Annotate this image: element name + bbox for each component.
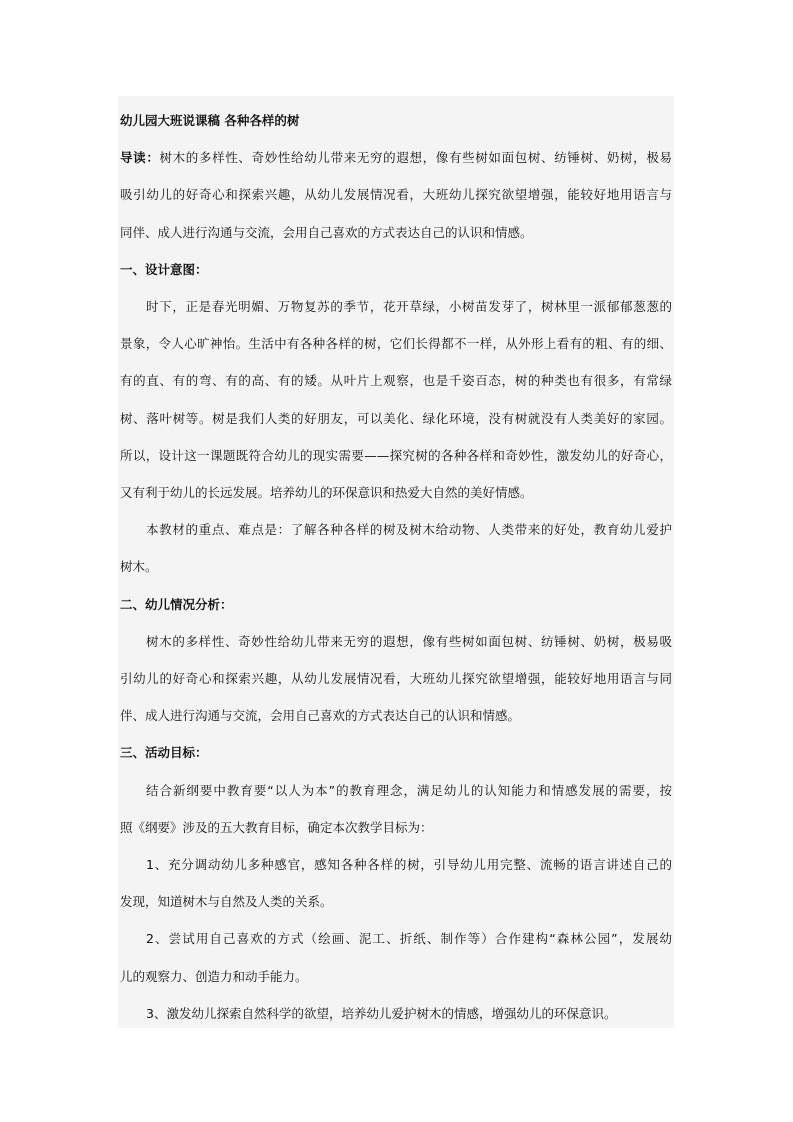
paragraph-line: 景象，令人心旷神怡。生活中有各种各样的树，它们长得都不一样，从外形上看有的粗、有的细、 <box>120 336 672 352</box>
paragraph-line: 时下，正是春光明媚、万物复苏的季节，花开草绿，小树苗发芽了，树林里一派郁郁葱葱的 <box>146 299 672 315</box>
paragraph-line: 有的直、有的弯、有的高、有的矮。从叶片上观察，也是千姿百态，树的种类也有很多，有常绿 <box>120 373 672 389</box>
paragraph-line: 又有利于幼儿的长远发展。培养幼儿的环保意识和热爱大自然的美好情感。 <box>120 485 533 501</box>
paragraph-line: 引幼儿的好奇心和探索兴趣，从幼儿发展情况看，大班幼儿探究欲望增强，能较好地用语言与同 <box>120 671 672 687</box>
goal-item-line: 2、尝试用自己喜欢的方式（绘画、泥工、折纸、制作等）合作建构“森林公园”，发展幼 <box>146 931 672 947</box>
paragraph-line: 照《纲要》涉及的五大教育目标，确定本次教学目标为： <box>120 819 433 835</box>
section-heading-design-intent: 一、设计意图： <box>120 261 208 277</box>
intro-line: 同伴、成人进行沟通与交流，会用自己喜欢的方式表达自己的认识和情感。 <box>120 224 533 240</box>
paragraph-line: 结合新纲要中教育要“以人为本”的教育理念，满足幼儿的认知能力和情感发展的需要，按 <box>146 782 672 798</box>
paragraph-line: 树木的多样性、奇妙性给幼儿带来无穷的遐想，像有些树如面包树、纺锤树、奶树，极易吸 <box>146 633 672 649</box>
document-body <box>118 96 674 1028</box>
intro-text: 树木的多样性、奇妙性给幼儿带来无穷的遐想，像有些树如面包树、纺锤树、奶树，极易 <box>159 150 672 166</box>
goal-item-line: 儿的观察力、创造力和动手能力。 <box>120 968 308 984</box>
paragraph-line: 所以，设计这一课题既符合幼儿的现实需要——探究树的各种各样和奇妙性，激发幼儿的好奇心， <box>120 447 672 463</box>
intro-label: 导读： <box>120 150 160 166</box>
document-title: 幼儿园大班说课稿 各种各样的树 <box>120 113 300 128</box>
intro-line: 吸引幼儿的好奇心和探索兴趣，从幼儿发展情况看，大班幼儿探究欲望增强，能较好地用语言与 <box>120 187 672 203</box>
goal-item-line: 1、充分调动幼儿多种感官，感知各种各样的树，引导幼儿用完整、流畅的语言讲述自己的 <box>146 857 672 873</box>
goal-item-line: 发现，知道树木与自然及人类的关系。 <box>120 894 333 910</box>
section-heading-child-analysis: 二、幼儿情况分析： <box>120 596 233 612</box>
paragraph-line: 树木。 <box>120 559 158 575</box>
intro-line <box>120 139 672 176</box>
goal-item-line: 3、激发幼儿探索自然科学的欲望，培养幼儿爱护树木的情感，增强幼儿的环保意识。 <box>146 1005 617 1021</box>
section-heading-activity-goals: 三、活动目标： <box>120 745 208 761</box>
paragraph-line: 伴、成人进行沟通与交流，会用自己喜欢的方式表达自己的认识和情感。 <box>120 708 521 724</box>
paragraph-line: 本教材的重点、难点是：了解各种各样的树及树木给动物、人类带来的好处，教育幼儿爱护 <box>146 522 672 538</box>
paragraph-line: 树、落叶树等。树是我们人类的好朋友，可以美化、绿化环境，没有树就没有人类美好的家园。 <box>120 410 672 426</box>
